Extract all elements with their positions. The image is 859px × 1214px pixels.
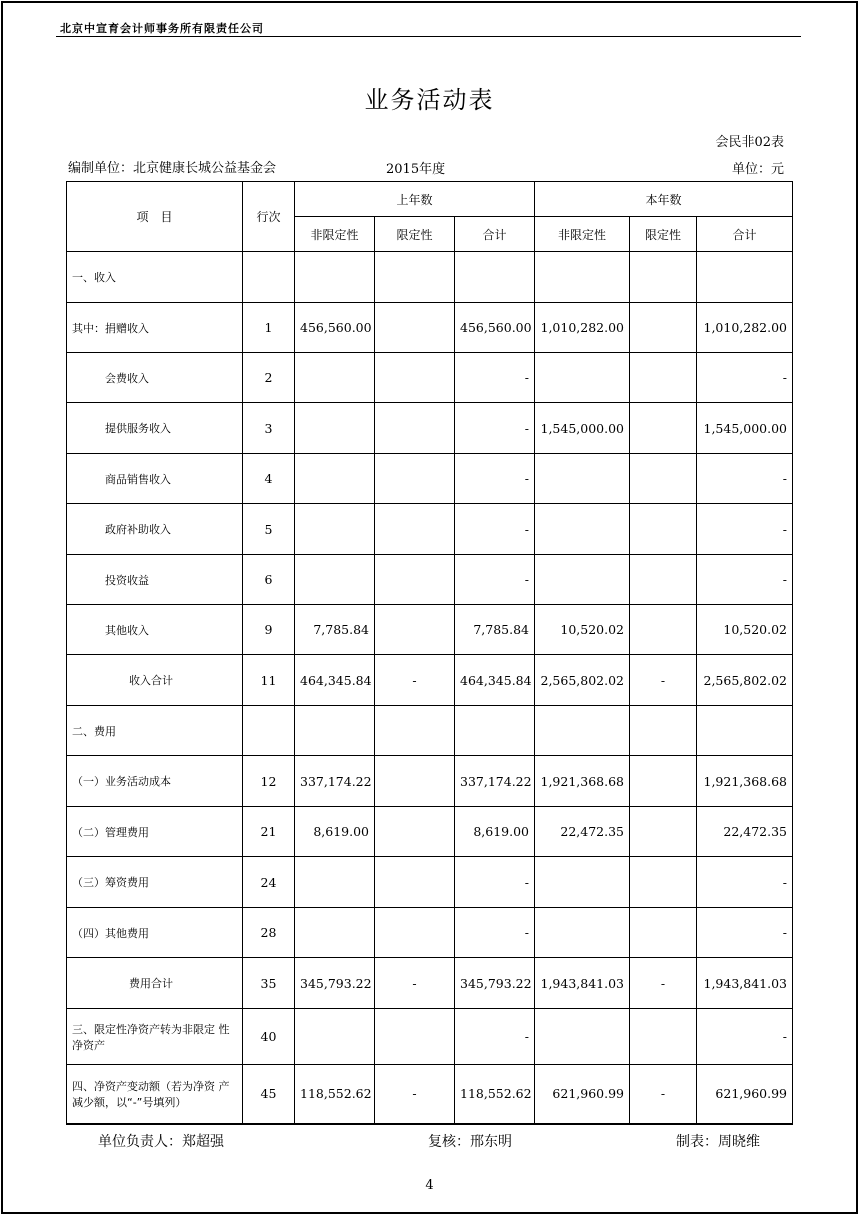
row-value-p-r bbox=[375, 504, 455, 555]
row-value-p-t: - bbox=[455, 504, 535, 555]
row-value-c-t: 1,545,000.00 bbox=[697, 403, 793, 454]
row-value-c-r bbox=[630, 454, 697, 504]
row-value-p-r bbox=[375, 908, 455, 958]
row-item-label: 会费收入 bbox=[67, 353, 243, 403]
table-row bbox=[67, 908, 793, 958]
row-line-number bbox=[243, 252, 295, 303]
row-value-c-r: - bbox=[630, 655, 697, 706]
report-year: 2015年度 bbox=[386, 162, 446, 177]
row-item-label: 政府补助收入 bbox=[67, 504, 243, 555]
activity-table bbox=[66, 181, 793, 1125]
row-value-c-t: 2,565,802.02 bbox=[697, 655, 793, 706]
header-prev-unrestricted: 非限定性 bbox=[295, 217, 375, 252]
row-value-p-u: 7,785.84 bbox=[295, 605, 375, 655]
row-value-p-t: 7,785.84 bbox=[455, 605, 535, 655]
row-value-p-r: - bbox=[375, 655, 455, 706]
row-value-c-u: 10,520.02 bbox=[535, 605, 630, 655]
row-item-label: 其他收入 bbox=[67, 605, 243, 655]
row-line-number: 1 bbox=[243, 303, 295, 353]
table-row bbox=[67, 403, 793, 454]
row-value-p-u bbox=[295, 504, 375, 555]
row-line-number: 2 bbox=[243, 353, 295, 403]
row-value-p-u: 456,560.00 bbox=[295, 303, 375, 353]
header-divider bbox=[56, 36, 801, 37]
row-value-c-r: - bbox=[630, 958, 697, 1009]
row-value-p-u bbox=[295, 1009, 375, 1065]
row-value-p-u bbox=[295, 252, 375, 303]
row-value-c-r bbox=[630, 857, 697, 908]
row-value-c-u: 621,960.99 bbox=[535, 1065, 630, 1124]
row-value-c-u bbox=[535, 454, 630, 504]
row-value-c-r: - bbox=[630, 1065, 697, 1124]
row-value-p-t: 337,174.22 bbox=[455, 756, 535, 807]
row-value-p-r: - bbox=[375, 958, 455, 1009]
header-prev-year: 上年数 bbox=[295, 182, 535, 217]
row-value-p-r bbox=[375, 454, 455, 504]
row-item-label: 二、费用 bbox=[67, 706, 243, 756]
row-line-number: 3 bbox=[243, 403, 295, 454]
row-value-p-r bbox=[375, 1009, 455, 1065]
preparing-unit: 编制单位：北京健康长城公益基金会 bbox=[68, 161, 277, 176]
row-value-p-t: 8,619.00 bbox=[455, 807, 535, 857]
row-item-label: 投资收益 bbox=[67, 555, 243, 605]
table-row bbox=[67, 958, 793, 1009]
row-value-p-u: 337,174.22 bbox=[295, 756, 375, 807]
row-line-number: 5 bbox=[243, 504, 295, 555]
header-prev-restricted: 限定性 bbox=[375, 217, 455, 252]
row-value-c-t: 10,520.02 bbox=[697, 605, 793, 655]
row-value-c-u bbox=[535, 353, 630, 403]
row-item-label: 一、收入 bbox=[67, 252, 243, 303]
table-row bbox=[67, 353, 793, 403]
row-value-c-r bbox=[630, 252, 697, 303]
row-line-number: 24 bbox=[243, 857, 295, 908]
row-value-c-r bbox=[630, 908, 697, 958]
row-value-c-t: 621,960.99 bbox=[697, 1065, 793, 1124]
row-value-c-r bbox=[630, 504, 697, 555]
table-row bbox=[67, 655, 793, 706]
row-value-c-r bbox=[630, 555, 697, 605]
row-value-c-r bbox=[630, 756, 697, 807]
row-line-number bbox=[243, 706, 295, 756]
row-value-p-r bbox=[375, 252, 455, 303]
header-curr-total: 合计 bbox=[697, 217, 793, 252]
row-item-label: （一）业务活动成本 bbox=[67, 756, 243, 807]
row-item-label: 商品销售收入 bbox=[67, 454, 243, 504]
row-value-p-t: - bbox=[455, 403, 535, 454]
header-curr-unrestricted: 非限定性 bbox=[535, 217, 630, 252]
row-value-p-r bbox=[375, 403, 455, 454]
table-row bbox=[67, 504, 793, 555]
row-line-number: 6 bbox=[243, 555, 295, 605]
header-line: 行次 bbox=[243, 182, 295, 252]
row-value-p-r bbox=[375, 605, 455, 655]
table-row bbox=[67, 1009, 793, 1065]
row-value-p-t: - bbox=[455, 555, 535, 605]
row-value-c-u bbox=[535, 504, 630, 555]
table-row bbox=[67, 706, 793, 756]
row-value-p-r bbox=[375, 303, 455, 353]
row-value-p-u bbox=[295, 403, 375, 454]
principal-signature: 单位负责人：郑超强 bbox=[98, 1134, 224, 1150]
row-value-c-r bbox=[630, 605, 697, 655]
table-row bbox=[67, 857, 793, 908]
table-row bbox=[67, 252, 793, 303]
row-value-p-t: - bbox=[455, 1009, 535, 1065]
row-value-p-t: - bbox=[455, 908, 535, 958]
row-value-p-u bbox=[295, 857, 375, 908]
row-value-p-u bbox=[295, 454, 375, 504]
row-item-label: 三、限定性净资产转为非限定 性净资产 bbox=[67, 1009, 243, 1065]
table-row bbox=[67, 605, 793, 655]
row-value-p-u bbox=[295, 908, 375, 958]
header-curr-restricted: 限定性 bbox=[630, 217, 697, 252]
page-number: 4 bbox=[425, 1178, 434, 1193]
row-value-p-r bbox=[375, 555, 455, 605]
row-value-c-u: 1,010,282.00 bbox=[535, 303, 630, 353]
row-value-c-t: 1,010,282.00 bbox=[697, 303, 793, 353]
row-item-label: 提供服务收入 bbox=[67, 403, 243, 454]
row-line-number: 35 bbox=[243, 958, 295, 1009]
row-value-p-u: 345,793.22 bbox=[295, 958, 375, 1009]
table-row bbox=[67, 1065, 793, 1124]
row-value-c-t bbox=[697, 706, 793, 756]
row-item-label: （二）管理费用 bbox=[67, 807, 243, 857]
firm-name: 北京中宣育会计师事务所有限责任公司 bbox=[60, 22, 264, 35]
row-value-c-t: - bbox=[697, 454, 793, 504]
row-line-number: 28 bbox=[243, 908, 295, 958]
row-line-number: 4 bbox=[243, 454, 295, 504]
header-item: 项 目 bbox=[67, 182, 243, 252]
row-line-number: 12 bbox=[243, 756, 295, 807]
row-value-c-t: - bbox=[697, 1009, 793, 1065]
row-value-c-t: - bbox=[697, 857, 793, 908]
form-code: 会民非02表 bbox=[715, 135, 784, 150]
row-value-p-u: 118,552.62 bbox=[295, 1065, 375, 1124]
row-value-c-u bbox=[535, 706, 630, 756]
row-item-label: 费用合计 bbox=[67, 958, 243, 1009]
row-value-c-r bbox=[630, 303, 697, 353]
row-item-label: 收入合计 bbox=[67, 655, 243, 706]
row-item-label: （三）筹资费用 bbox=[67, 857, 243, 908]
row-value-c-u: 2,565,802.02 bbox=[535, 655, 630, 706]
table-row bbox=[67, 454, 793, 504]
row-value-c-r bbox=[630, 353, 697, 403]
row-value-c-r bbox=[630, 403, 697, 454]
page-title: 业务活动表 bbox=[364, 86, 495, 114]
row-value-c-r bbox=[630, 1009, 697, 1065]
row-value-c-t: - bbox=[697, 555, 793, 605]
row-value-c-t: - bbox=[697, 353, 793, 403]
row-value-c-r bbox=[630, 706, 697, 756]
row-item-label: 四、净资产变动额（若为净资 产减少额，以“-”号填列） bbox=[67, 1065, 243, 1124]
table-row bbox=[67, 807, 793, 857]
row-value-p-t: - bbox=[455, 353, 535, 403]
row-item-label: 其中：捐赠收入 bbox=[67, 303, 243, 353]
row-value-c-r bbox=[630, 807, 697, 857]
row-value-c-t bbox=[697, 252, 793, 303]
row-value-c-u bbox=[535, 1009, 630, 1065]
row-value-c-u bbox=[535, 555, 630, 605]
row-value-p-r: - bbox=[375, 1065, 455, 1124]
row-value-c-u: 22,472.35 bbox=[535, 807, 630, 857]
row-value-c-u: 1,943,841.03 bbox=[535, 958, 630, 1009]
row-line-number: 45 bbox=[243, 1065, 295, 1124]
row-value-c-t: 22,472.35 bbox=[697, 807, 793, 857]
row-line-number: 21 bbox=[243, 807, 295, 857]
row-value-p-t: 464,345.84 bbox=[455, 655, 535, 706]
row-line-number: 11 bbox=[243, 655, 295, 706]
row-value-p-u bbox=[295, 706, 375, 756]
table-row bbox=[67, 756, 793, 807]
row-value-p-r bbox=[375, 353, 455, 403]
row-value-p-t: 118,552.62 bbox=[455, 1065, 535, 1124]
row-value-c-u: 1,545,000.00 bbox=[535, 403, 630, 454]
row-value-c-u bbox=[535, 908, 630, 958]
row-value-p-r bbox=[375, 756, 455, 807]
row-value-c-t: - bbox=[697, 908, 793, 958]
row-value-p-t bbox=[455, 706, 535, 756]
row-value-c-u: 1,921,368.68 bbox=[535, 756, 630, 807]
row-value-p-u bbox=[295, 353, 375, 403]
row-value-p-t: - bbox=[455, 857, 535, 908]
row-value-p-u bbox=[295, 555, 375, 605]
row-value-c-u bbox=[535, 252, 630, 303]
row-value-p-t bbox=[455, 252, 535, 303]
row-value-p-r bbox=[375, 807, 455, 857]
row-line-number: 9 bbox=[243, 605, 295, 655]
reviewer-signature: 复核：邢东明 bbox=[428, 1134, 512, 1150]
preparer-signature: 制表：周晓维 bbox=[676, 1134, 760, 1150]
row-value-c-u bbox=[535, 857, 630, 908]
header-curr-year: 本年数 bbox=[535, 182, 793, 217]
row-value-p-t: 345,793.22 bbox=[455, 958, 535, 1009]
header-prev-total: 合计 bbox=[455, 217, 535, 252]
row-value-p-u: 464,345.84 bbox=[295, 655, 375, 706]
row-value-c-t: 1,921,368.68 bbox=[697, 756, 793, 807]
row-line-number: 40 bbox=[243, 1009, 295, 1065]
row-value-p-r bbox=[375, 857, 455, 908]
row-value-c-t: 1,943,841.03 bbox=[697, 958, 793, 1009]
table-row bbox=[67, 303, 793, 353]
row-value-p-r bbox=[375, 706, 455, 756]
row-item-label: （四）其他费用 bbox=[67, 908, 243, 958]
row-value-c-t: - bbox=[697, 504, 793, 555]
row-value-p-t: 456,560.00 bbox=[455, 303, 535, 353]
row-value-p-u: 8,619.00 bbox=[295, 807, 375, 857]
row-value-p-t: - bbox=[455, 454, 535, 504]
table-row bbox=[67, 555, 793, 605]
currency-unit: 单位：元 bbox=[731, 162, 784, 177]
